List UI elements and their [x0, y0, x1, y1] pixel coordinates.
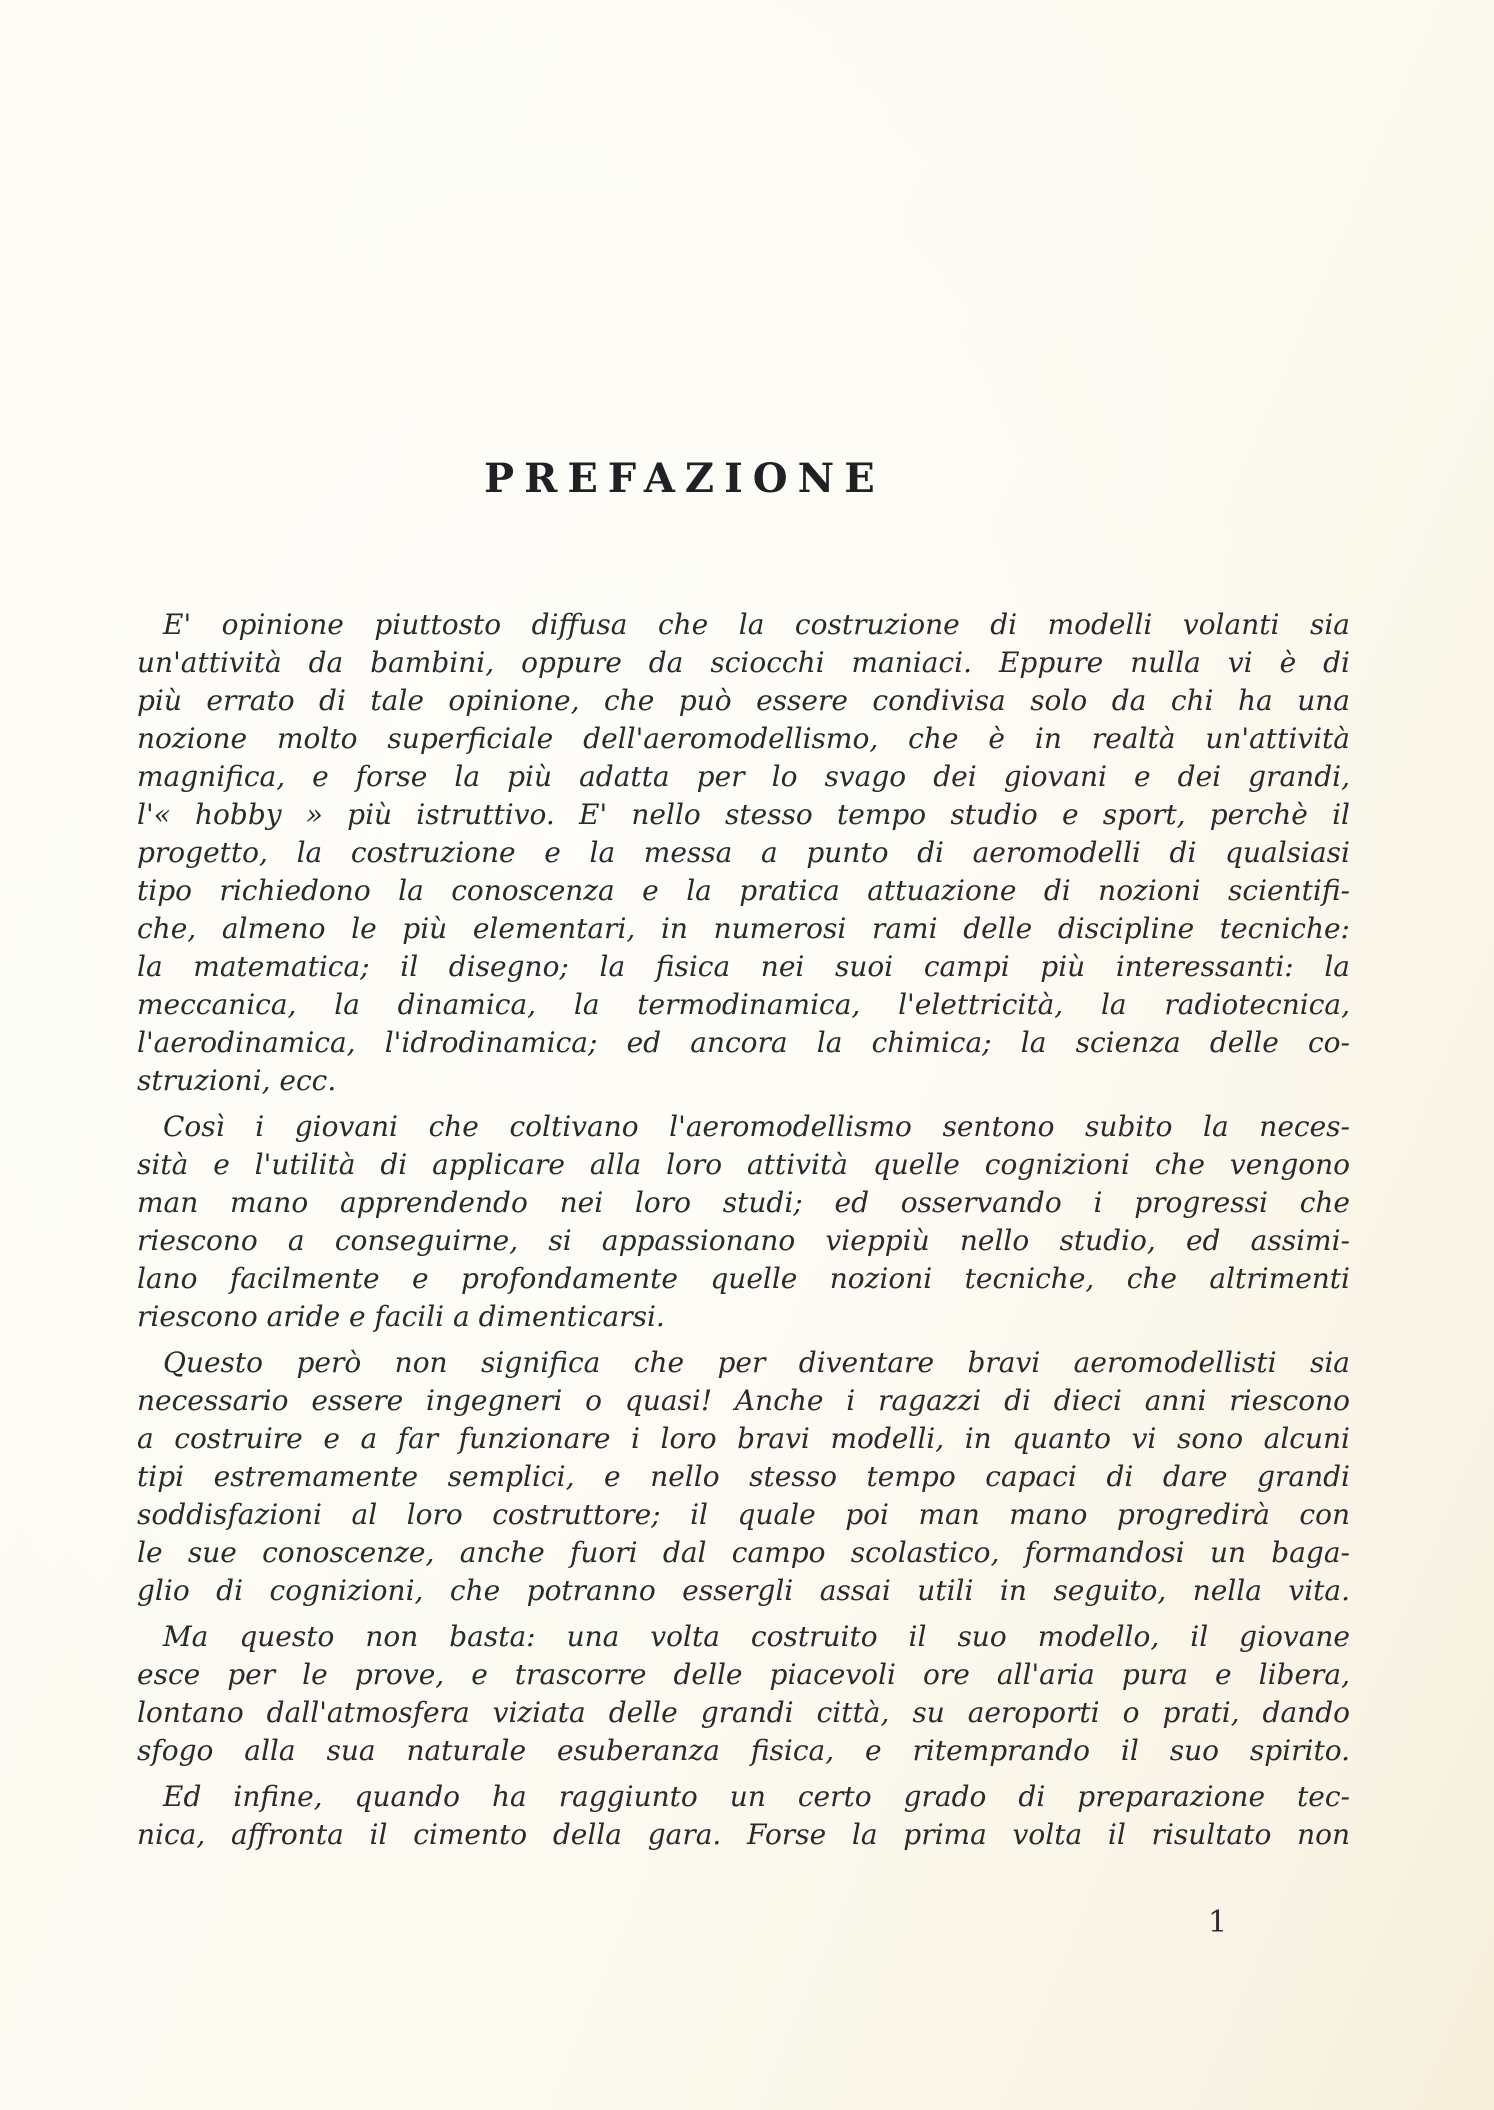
text-line: sfogo alla sua naturale esuberanza fisica, e ritemprando il suo spirito.: [137, 1734, 1350, 1767]
text-line: lontano dall'atmosfera viziata delle grandi città, su aeroporti o prati, dando: [137, 1696, 1350, 1729]
text-line: l'« hobby » più istruttivo. E' nello stesso tempo studio e sport, perchè il: [137, 798, 1350, 831]
text-line: meccanica, la dinamica, la termodinamica, l'elettricità, la radiotecnica,: [137, 988, 1350, 1021]
text-line: tipi estremamente semplici, e nello stesso tempo capaci di dare grandi: [137, 1460, 1350, 1493]
text-line: a costruire e a far funzionare i loro bravi modelli, in quanto vi sono alcuni: [137, 1422, 1350, 1455]
text-line: sità e l'utilità di applicare alla loro attività quelle cognizioni che vengono: [137, 1148, 1350, 1181]
page-body: [137, 606, 1350, 1862]
paragraph: [137, 1344, 1350, 1610]
text-line: Ed infine, quando ha raggiunto un certo grado di preparazione tec-: [163, 1780, 1350, 1813]
paragraph: [137, 1778, 1350, 1854]
paragraph: [137, 1618, 1350, 1770]
text-line: l'aerodinamica, l'idrodinamica; ed ancora la chimica; la scienza delle co-: [137, 1026, 1350, 1059]
page-title: PREFAZIONE: [484, 455, 885, 502]
text-line: tipo richiedono la conoscenza e la pratica attuazione di nozioni scientifi-: [137, 874, 1350, 907]
text-line: esce per le prove, e trascorre delle piacevoli ore all'aria pura e libera,: [137, 1658, 1350, 1691]
text-line: nica, affronta il cimento della gara. Forse la prima volta il risultato non: [137, 1818, 1350, 1851]
text-line: le sue conoscenze, anche fuori dal campo scolastico, formandosi un baga-: [137, 1536, 1350, 1569]
text-line: riescono a conseguirne, si appassionano vieppiù nello studio, ed assimi-: [137, 1224, 1350, 1257]
text-line: la matematica; il disegno; la fisica nei suoi campi più interessanti: la: [137, 950, 1350, 983]
paragraph: [137, 606, 1350, 1100]
text-line: struzioni, ecc.: [137, 1064, 337, 1097]
text-line: necessario essere ingegneri o quasi! Anche i ragazzi di dieci anni riescono: [137, 1384, 1350, 1417]
paragraph: [137, 1108, 1350, 1336]
text-line: glio di cognizioni, che potranno essergli assai utili in seguito, nella vita.: [137, 1574, 1350, 1607]
text-line: Questo però non significa che per diventare bravi aeromodellisti sia: [163, 1346, 1350, 1379]
text-line: Così i giovani che coltivano l'aeromodellismo sentono subito la neces-: [163, 1110, 1350, 1143]
text-line: E' opinione piuttosto diffusa che la costruzione di modelli volanti sia: [163, 608, 1350, 641]
text-line: nozione molto superficiale dell'aeromodellismo, che è in realtà un'attività: [137, 722, 1350, 755]
text-line: che, almeno le più elementari, in numerosi rami delle discipline tecniche:: [137, 912, 1350, 945]
text-line: più errato di tale opinione, che può essere condivisa solo da chi ha una: [137, 684, 1350, 717]
text-line: lano facilmente e profondamente quelle nozioni tecniche, che altrimenti: [137, 1262, 1350, 1295]
text-line: magnifica, e forse la più adatta per lo svago dei giovani e dei grandi,: [137, 760, 1350, 793]
text-line: soddisfazioni al loro costruttore; il quale poi man mano progredirà con: [137, 1498, 1350, 1531]
text-line: un'attività da bambini, oppure da sciocchi maniaci. Eppure nulla vi è di: [137, 646, 1350, 679]
text-line: man mano apprendendo nei loro studi; ed osservando i progressi che: [137, 1186, 1350, 1219]
page-number: 1: [1208, 1905, 1228, 1940]
text-line: Ma questo non basta: una volta costruito il suo modello, il giovane: [163, 1620, 1350, 1653]
text-line: progetto, la costruzione e la messa a punto di aeromodelli di qualsiasi: [137, 836, 1350, 869]
text-line: riescono aride e facili a dimenticarsi.: [137, 1300, 665, 1333]
